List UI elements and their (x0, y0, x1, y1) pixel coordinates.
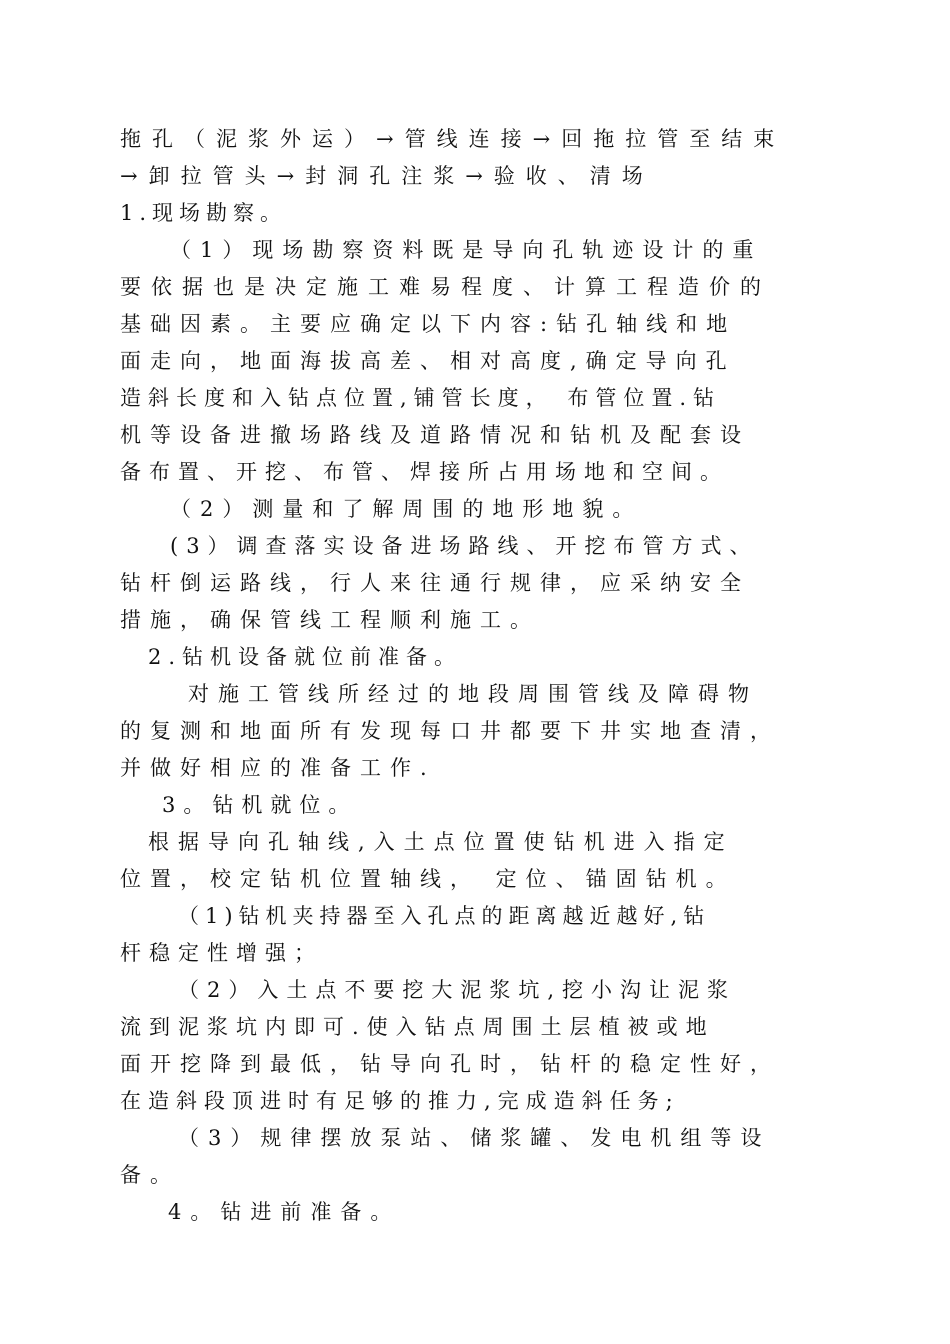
text-line: 备布置、开挖、布管、焊接所占用场地和空间。 (120, 460, 729, 484)
text-line: 造斜长度和入钻点位置,铺管长度， 布管位置.钻 (120, 386, 722, 410)
text-line: （1)钻机夹持器至入孔点的距离越近越好,钻 (178, 904, 711, 928)
text-line: 的复测和地面所有发现每口井都要下井实地查清， (120, 719, 780, 743)
section-heading: 2.钻机设备就位前准备。 (148, 645, 463, 669)
text-line: （3）规律摆放泵站、储浆罐、发电机组等设 (178, 1126, 771, 1150)
text-line: 对施工管线所经过的地段周围管线及障碍物 (188, 682, 758, 706)
text-line: 面开挖降到最低，钻导向孔时，钻杆的稳定性好， (120, 1052, 780, 1076)
text-line: 流到泥浆坑内即可.使入钻点周围土层植被或地 (120, 1015, 715, 1039)
text-line: 机等设备进撤场路线及道路情况和钻机及配套设 (120, 423, 750, 447)
text-line: 基础因素。主要应确定以下内容:钻孔轴线和地 (120, 312, 737, 336)
section-heading: 3。钻机就位。 (162, 793, 358, 817)
text-line: →卸拉管头→封洞孔注浆→验收、清场 (120, 164, 654, 188)
section-heading: 4。钻进前准备。 (168, 1200, 401, 1224)
text-line: 面走向，地面海拔高差、相对高度,确定导向孔 (120, 349, 736, 373)
text-line: 备。 (120, 1163, 180, 1187)
text-line: 钻杆倒运路线，行人来往通行规律，应采纳安全 (120, 571, 750, 595)
text-line: 位置，校定钻机位置轴线， 定位、锚固钻机。 (120, 867, 736, 891)
text-line: （1）现场勘察资料既是导向孔轨迹设计的重 (170, 238, 763, 262)
text-line: 要依据也是决定施工难易程度、计算工程造价的 (120, 275, 771, 299)
text-line: 并做好相应的准备工作. (120, 756, 436, 780)
text-line: 在造斜段顶进时有足够的推力,完成造斜任务; (120, 1089, 680, 1113)
text-line: 拖孔（泥浆外运）→管线连接→回拖拉管至结束 (120, 127, 786, 151)
text-line: (3）调查落实设备进场路线、开挖布管方式、 (170, 534, 759, 558)
text-line: 措施，确保管线工程顺利施工。 (120, 608, 540, 632)
text-line: （2）入土点不要挖大泥浆坑,挖小沟让泥浆 (178, 978, 737, 1002)
text-line: 根据导向孔轴线,入土点位置使钻机进入指定 (148, 830, 734, 854)
section-heading: 1.现场勘察。 (120, 201, 288, 225)
text-line: （2）测量和了解周围的地形地貌。 (170, 497, 643, 521)
text-line: 杆稳定性增强； (120, 941, 323, 965)
